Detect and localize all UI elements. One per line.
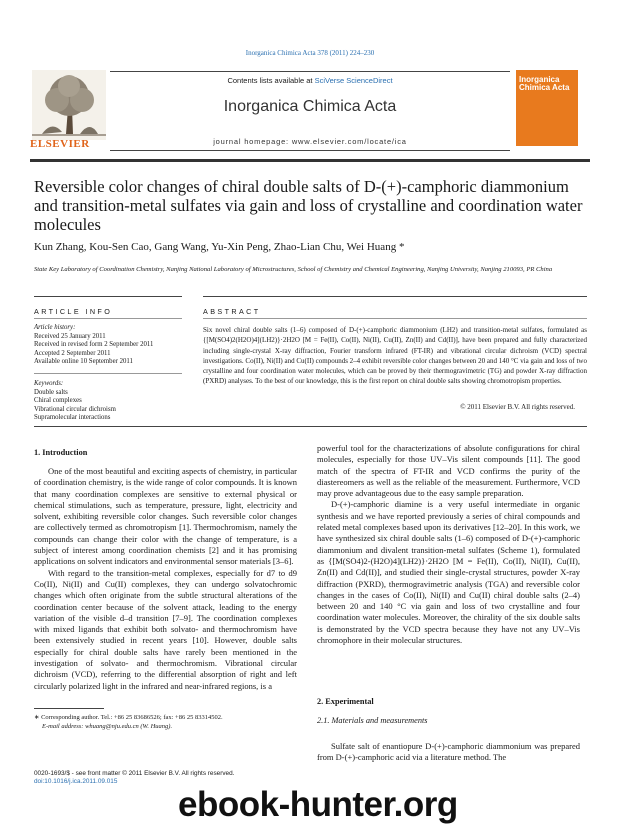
- introduction-heading: 1. Introduction: [34, 448, 88, 457]
- history-item: Received in revised form 2 September 2011: [34, 341, 154, 349]
- keyword-item: Vibrational circular dichroism: [34, 405, 116, 413]
- corresponding-author: ∗ Corresponding author. Tel.: +86 25 83686526; fax: +86 25 83314502.: [34, 714, 223, 721]
- journal-homepage[interactable]: journal homepage: www.elsevier.com/locate/ica: [213, 137, 407, 146]
- journal-cover: [516, 70, 578, 146]
- author-email[interactable]: E-mail address: whuang@nju.edu.cn (W. Huang).: [42, 723, 173, 730]
- journal-citation[interactable]: Inorganica Chimica Acta 378 (2011) 224–230: [245, 49, 375, 57]
- footnote-rule: [34, 708, 104, 709]
- history-item: Available online 10 September 2011: [34, 358, 133, 366]
- header-bottom-rule: [110, 150, 510, 151]
- keyword-list: [34, 380, 184, 423]
- contents-prefix: Contents lists available at: [227, 76, 315, 85]
- keywords-rule: [34, 373, 182, 374]
- corresponding-footnote: [34, 713, 297, 731]
- right-paragraph: D-(+)-camphoric diamine is a very useful intermediate in organic synthesis and we have reported previously a series of chiral compounds and related metal complexes based upon its derivatives [12–20]. In this work, we have synthesized six chiral double salts (1–6) composed of D-(+)-camphoric diammonium and divalent transition-metal sulfates (Scheme 1), formulated as {[M(SO4)2-(H2O)4](LH2)}·2H2O [M = Fe(II), Co(II), Ni(II), Cu(II), Zn(II) and Cd(II)], and studied their single-crystal structures, powder X-ray diffraction (PXRD), thermogravimetric analysis (TGA) and reversible color changes in the cases of Co(II), Ni(II) and Cu(II) chiral double salts (2–4) between 20 and 140 °C via gain and loss of two crystalline and four coordination water molecules. Moreover, the chirality of the six double salts is demonstrated by the VCD spectra because they have not any UV–Vis chromophore in their molecular structures.: [317, 499, 580, 646]
- issn-line: 0020-1693/$ - see front matter © 2011 Elsevier B.V. All rights reserved.: [34, 770, 235, 777]
- history-item: Received 25 January 2011: [34, 332, 106, 340]
- left-column-text: [34, 466, 297, 692]
- intro-paragraph: One of the most beautiful and exciting aspects of chemistry, in particular of coordination chemistry, is the wide range of color compounds. It is known that many coordination complexes are sensitive to external physical or chemical stimulations, such as temperature, pressure, light, electricity and solvent, exhibiting reversible color changes. Such reversible color changes are collectively termed as chromotropism [1]. Thermochromism, namely the compounds can change their color with the change of temperature, is a subject of interest among coordination chemists [2] and it has promising applications on solvent indicators and environmental sensor materials [3–6].: [34, 466, 297, 567]
- doi-link[interactable]: doi:10.1016/j.ica.2011.09.015: [34, 778, 118, 786]
- article-history: [34, 324, 184, 367]
- keyword-item: Double salts: [34, 388, 68, 396]
- article-title: Reversible color changes of chiral double salts of D-(+)-camphoric diammonium and transition-metal sulfates via gain and loss of crystalline and coordination water molecules: [34, 177, 583, 234]
- sciencedirect-link[interactable]: SciVerse ScienceDirect: [314, 76, 393, 85]
- history-label: Article history:: [34, 324, 76, 331]
- right-paragraph: powerful tool for the characterizations of absolute configurations for chiral molecules, especially for those UV–Vis silent compounds [11]. The good match of the spectra of FT-IR and VCD confirms the purity of the diastereomers as well as the reliable of the measurement. Furthermore, VCD may prove advantageous due to the easy sample preparation.: [317, 443, 580, 499]
- right-column-text: [317, 443, 580, 646]
- header-top-rule: [110, 71, 510, 72]
- contents-availability: [200, 76, 420, 85]
- author-list: Kun Zhang, Kou-Sen Cao, Gang Wang, Yu-Xin Peng, Zhao-Lian Chu, Wei Huang *: [34, 241, 405, 253]
- keyword-item: Chiral complexes: [34, 397, 82, 405]
- keywords-label: Keywords:: [34, 380, 64, 387]
- abstract-text: Six novel chiral double salts (1–6) composed of D-(+)-camphoric diammonium (LH2) and transition-metal sulfates, formulated as {[M(SO4)2(H2O)4](LH2)}·2H2O [M = Fe(II), Co(II), Ni(II), Cu(II), Zn(II) and Cd(II)], have been prepared and fully characterized including single-crystal X-ray diffraction, Fourier transform infrared (FT-IR) and vibrational circular dichroism (VCD) spectral investigations. Co(II), Ni(II) and Cu(II) compounds 2–4 exhibit reversible color changes between 20 and 140 °C via gain and loss of two crystalline and four coordination water molecules, which can be proved by their thermogravimetric (TG) and powder X-ray diffraction (PXRD) analyses. To the best of our knowledge, this is the first report on chiral double salts showing chromotropism properties.: [203, 326, 587, 386]
- author-affiliation: State Key Laboratory of Coordination Chemistry, Nanjing National Laboratory of Microstructures, School of Chemistry and Chemical Engineering, Nanjing University, Nanjing 210093, PR China: [34, 266, 553, 273]
- abstract-rule: [203, 296, 587, 297]
- publisher-name: ELSEVIER: [30, 138, 90, 150]
- abstract-heading: ABSTRACT: [203, 307, 261, 316]
- header-thick-rule: [30, 159, 590, 162]
- article-info-heading: ARTICLE INFO: [34, 307, 113, 316]
- abstract-copyright: © 2011 Elsevier B.V. All rights reserved.: [460, 403, 575, 411]
- watermark-text: ebook-hunter.org: [178, 785, 458, 824]
- history-item: Accepted 2 September 2011: [34, 349, 111, 357]
- article-info-subrule: [34, 318, 182, 319]
- body-separator-rule: [34, 426, 587, 427]
- abstract-subrule: [203, 318, 587, 319]
- experimental-paragraph: Sulfate salt of enantiopure D-(+)-camphoric diammonium was prepared from D-(+)-camphoric acid via a literature method. The: [317, 741, 580, 763]
- cover-title: Inorganica Chimica Acta: [519, 75, 570, 92]
- materials-subheading: 2.1. Materials and measurements: [317, 716, 428, 725]
- keyword-item: Supramolecular interactions: [34, 414, 111, 422]
- journal-name: Inorganica Chimica Acta: [223, 98, 397, 115]
- experimental-heading: 2. Experimental: [317, 697, 374, 706]
- experimental-text: [317, 741, 580, 764]
- intro-paragraph: With regard to the transition-metal complexes, especially for d7 to d9 Co(II), Ni(II) and Cu(II) complexes, they can undergo solvatochromic changes which often originate from the subtle structural alterations of the coordination center because of the solvent attack, leading to the energy variation of the visible d–d transition [7–9]. The coordination complexes with mixed ligands that exhibit both solvato- and thermochromism have been extensively studied in recent years [10]. However, double salts especially for chiral double salts have rarely been mentioned in the investigation of solvato- and thermochromism. Vibrational circular dichroism (VCD), referring to the differential absorption of right and left circularly polarized light in the infrared and near-infrared regions, is a: [34, 567, 297, 691]
- article-info-rule: [34, 296, 182, 297]
